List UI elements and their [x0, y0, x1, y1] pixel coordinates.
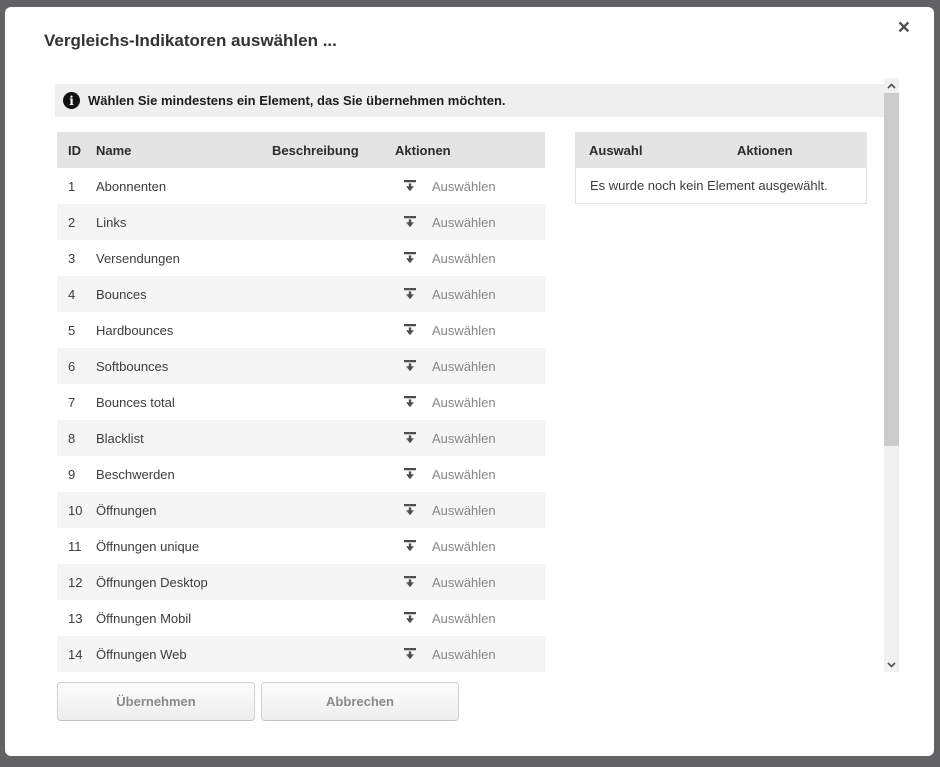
row-id: 13 — [68, 610, 83, 626]
table-row — [57, 600, 545, 636]
add-to-selection-icon[interactable] — [404, 612, 416, 624]
select-link[interactable]: Auswählen — [432, 178, 496, 194]
dialog-scroll-region — [55, 78, 899, 672]
selection-empty-row — [575, 168, 867, 204]
row-actions — [395, 647, 545, 662]
row-actions — [395, 539, 545, 554]
add-to-selection-icon[interactable] — [404, 360, 416, 372]
row-actions — [395, 503, 545, 518]
row-id: 7 — [68, 394, 76, 410]
row-name: Hardbounces — [96, 322, 174, 338]
select-link[interactable]: Auswählen — [432, 646, 496, 662]
row-name: Bounces — [96, 286, 147, 302]
scroll-up-icon[interactable] — [884, 78, 899, 93]
table-row — [57, 492, 545, 528]
select-link[interactable]: Auswählen — [432, 322, 496, 338]
add-to-selection-icon[interactable] — [404, 576, 416, 588]
row-name: Öffnungen unique — [96, 538, 200, 554]
add-to-selection-icon[interactable] — [404, 180, 416, 192]
select-link[interactable]: Auswählen — [432, 574, 496, 590]
row-actions — [395, 611, 545, 626]
table-row — [57, 348, 545, 384]
column-header-selection: Auswahl — [589, 142, 643, 158]
select-link[interactable]: Auswählen — [432, 466, 496, 482]
indicator-table-header — [57, 132, 545, 168]
scrollbar-thumb[interactable] — [884, 93, 899, 446]
select-link[interactable]: Auswählen — [432, 430, 496, 446]
table-row — [57, 240, 545, 276]
add-to-selection-icon[interactable] — [404, 432, 416, 444]
close-icon[interactable]: × — [897, 16, 910, 39]
row-id: 14 — [68, 646, 83, 662]
row-id: 11 — [68, 538, 82, 554]
row-name: Softbounces — [96, 358, 169, 374]
select-link[interactable]: Auswählen — [432, 502, 496, 518]
row-actions — [395, 359, 545, 374]
select-link[interactable]: Auswählen — [432, 538, 496, 554]
selection-table — [575, 132, 867, 204]
column-header-id: ID — [68, 142, 81, 158]
table-row — [57, 276, 545, 312]
table-row — [57, 564, 545, 600]
row-actions — [395, 431, 545, 446]
row-name: Öffnungen Desktop — [96, 574, 208, 590]
row-actions — [395, 251, 545, 266]
add-to-selection-icon[interactable] — [404, 396, 416, 408]
add-to-selection-icon[interactable] — [404, 252, 416, 264]
row-actions — [395, 575, 545, 590]
dialog-scroll-content — [55, 78, 884, 672]
row-actions — [395, 215, 545, 230]
table-row — [57, 384, 545, 420]
info-banner-text: Wählen Sie mindestens ein Element, das Sie übernehmen möchten. — [88, 93, 506, 108]
row-id: 6 — [68, 358, 76, 374]
table-row — [57, 420, 545, 456]
row-name: Öffnungen Mobil — [96, 610, 192, 626]
table-row — [57, 204, 545, 240]
select-link[interactable]: Auswählen — [432, 394, 496, 410]
row-name: Versendungen — [96, 250, 180, 266]
add-to-selection-icon[interactable] — [404, 288, 416, 300]
add-to-selection-icon[interactable] — [404, 648, 416, 660]
vertical-scrollbar[interactable] — [884, 78, 899, 672]
table-row — [57, 312, 545, 348]
indicator-table-body — [57, 168, 545, 672]
row-name: Abonnenten — [96, 178, 167, 194]
row-id: 5 — [68, 322, 76, 338]
select-link[interactable]: Auswählen — [432, 610, 496, 626]
row-actions — [395, 467, 545, 482]
column-header-name: Name — [96, 142, 132, 158]
selection-empty-text: Es wurde noch kein Element ausgewählt. — [590, 178, 828, 193]
row-id: 1 — [68, 178, 76, 194]
row-id: 9 — [68, 466, 76, 482]
table-row — [57, 636, 545, 672]
info-banner — [55, 84, 884, 117]
select-indicators-dialog — [5, 7, 934, 756]
indicator-table — [57, 132, 545, 672]
selection-table-header — [575, 132, 867, 168]
cancel-button[interactable]: Abbrechen — [261, 682, 459, 721]
add-to-selection-icon[interactable] — [404, 504, 416, 516]
row-id: 8 — [68, 430, 76, 446]
select-link[interactable]: Auswählen — [432, 358, 496, 374]
row-id: 4 — [68, 286, 76, 302]
row-id: 2 — [68, 214, 76, 230]
row-name: Öffnungen Web — [96, 646, 187, 662]
row-id: 3 — [68, 250, 76, 266]
add-to-selection-icon[interactable] — [404, 540, 416, 552]
add-to-selection-icon[interactable] — [404, 324, 416, 336]
info-icon: i — [63, 92, 80, 109]
table-row — [57, 168, 545, 204]
row-actions — [395, 179, 545, 194]
scroll-down-icon[interactable] — [884, 657, 899, 672]
select-link[interactable]: Auswählen — [432, 214, 496, 230]
column-header-selection-actions: Aktionen — [737, 142, 793, 158]
row-id: 10 — [68, 502, 83, 518]
column-header-actions: Aktionen — [395, 142, 451, 158]
dialog-title: Vergleichs-Indikatoren auswählen ... — [44, 31, 337, 50]
row-name: Öffnungen — [96, 502, 157, 518]
select-link[interactable]: Auswählen — [432, 250, 496, 266]
apply-button[interactable]: Übernehmen — [57, 682, 255, 721]
table-row — [57, 456, 545, 492]
row-name: Bounces total — [96, 394, 175, 410]
row-id: 12 — [68, 574, 83, 590]
row-name: Beschwerden — [96, 466, 175, 482]
add-to-selection-icon[interactable] — [404, 216, 416, 228]
select-link[interactable]: Auswählen — [432, 286, 496, 302]
add-to-selection-icon[interactable] — [404, 468, 416, 480]
row-name: Links — [96, 214, 127, 230]
column-header-description: Beschreibung — [272, 142, 359, 158]
table-row — [57, 528, 545, 564]
row-name: Blacklist — [96, 430, 144, 446]
row-actions — [395, 323, 545, 338]
row-actions — [395, 287, 545, 302]
row-actions — [395, 395, 545, 410]
